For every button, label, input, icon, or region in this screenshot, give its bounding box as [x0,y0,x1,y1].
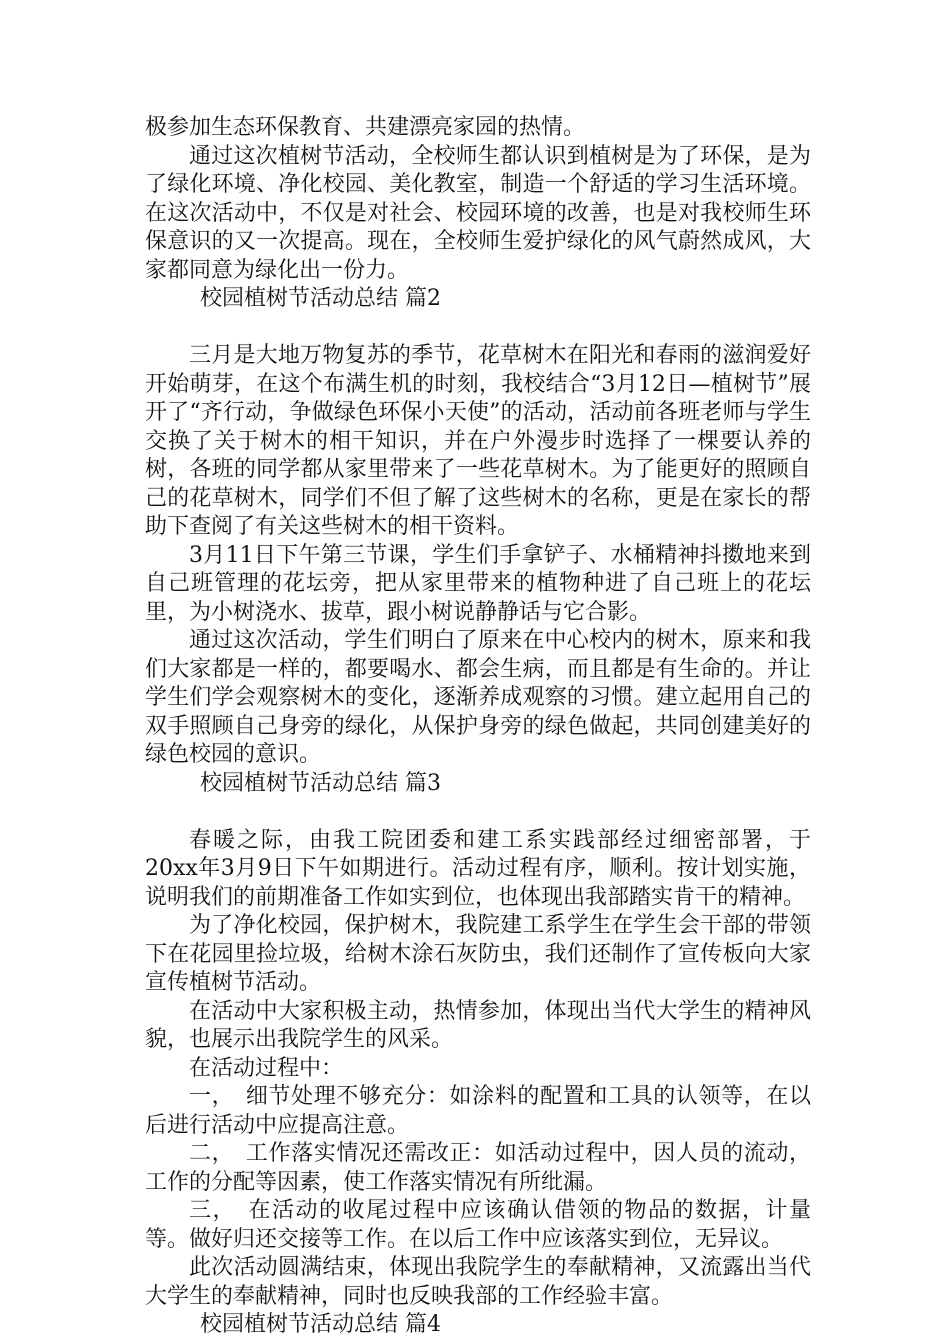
paragraph: 此次活动圆满结束，体现出我院学生的奉献精神，又流露出当代大学生的奉献精神，同时也反映我部的工作经验丰富。 [145,1255,811,1309]
paragraph: 三， 在活动的收尾过程中应该确认借领的物品的数据，计量等。做好归还交接等工作。在以后工作中应该落实到位，无异议。 [145,1198,811,1252]
paragraph: 为了净化校园，保护树木，我院建工系学生在学生会干部的带领下在花园里捡垃圾，给树木涂石灰防虫，我们还制作了宣传板向大家宣传植树节活动。 [145,913,811,995]
blank-line [145,314,811,343]
paragraph: 一， 细节处理不够充分：如涂料的配置和工具的认领等，在以后进行活动中应提高注意。 [145,1084,811,1138]
paragraph: 在活动过程中： [189,1055,344,1081]
paragraph: 二， 工作落实情况还需改正：如活动过程中，因人员的流动，工作的分配等因素，使工作落实情况有所纰漏。 [145,1141,811,1195]
paragraph: 在活动中大家积极主动，热情参加，体现出当代大学生的精神风貌，也展示出我院学生的风采。 [145,998,811,1052]
section-heading: 校园植树节活动总结 篇3 [200,770,441,796]
paragraph: 通过这次活动，学生们明白了原来在中心校内的树木，原来和我们大家都是一样的，都要喝水、都会生病，而且都是有生命的。并让学生们学会观察树木的变化，逐渐养成观察的习惯。建立起用自己的双手照顾自己身旁的绿化，从保护身旁的绿色做起，共同创建美好的绿色校园的意识。 [145,628,811,767]
section-heading: 校园植树节活动总结 篇4 [200,1312,441,1337]
blank-line [145,798,811,827]
paragraph: 通过这次植树节活动，全校师生都认识到植树是为了环保，是为了绿化环境、净化校园、美化教室，制造一个舒适的学习生活环境。在这次活动中，不仅是对社会、校园环境的改善，也是对我校师生环保意识的又一次提高。现在，全校师生爱护绿化的风气蔚然成风，大家都同意为绿化出一份力。 [145,143,811,283]
paragraph: 三月是大地万物复苏的季节，花草树木在阳光和春雨的滋润爱好开始萌芽，在这个布满生机的时刻，我校结合“3月12日—植树节”展开了“齐行动，争做绿色环保小天使”的活动，活动前各班老师与学生交换了关于树木的相干知识，并在户外漫步时选择了一棵要认养的树，各班的同学都从家里带来了一些花草树木。为了能更好的照顾自己的花草树木，同学们不但了解了这些树木的名称，更是在家长的帮助下查阅了有关这些树木的相干资料。 [145,343,811,539]
paragraph-continued: 极参加生态环保教育、共建漂亮家园的热情。 [145,115,586,140]
paragraph: 3月11日下午第三节课，学生们手拿铲子、水桶精神抖擞地来到自己班管理的花坛旁，把从家里带来的植物种进了自己班上的花坛里，为小树浇水、拔草，跟小树说静静话与它合影。 [145,542,811,625]
document-body [145,114,811,1340]
paragraph: 春暖之际，由我工院团委和建工系实践部经过细密部署，于20xx年3月9日下午如期进行。活动过程有序，顺利。按计划实施，说明我们的前期准备工作如实到位，也体现出我部踏实肯干的精神。 [145,827,811,910]
section-heading: 校园植树节活动总结 篇2 [200,286,441,311]
